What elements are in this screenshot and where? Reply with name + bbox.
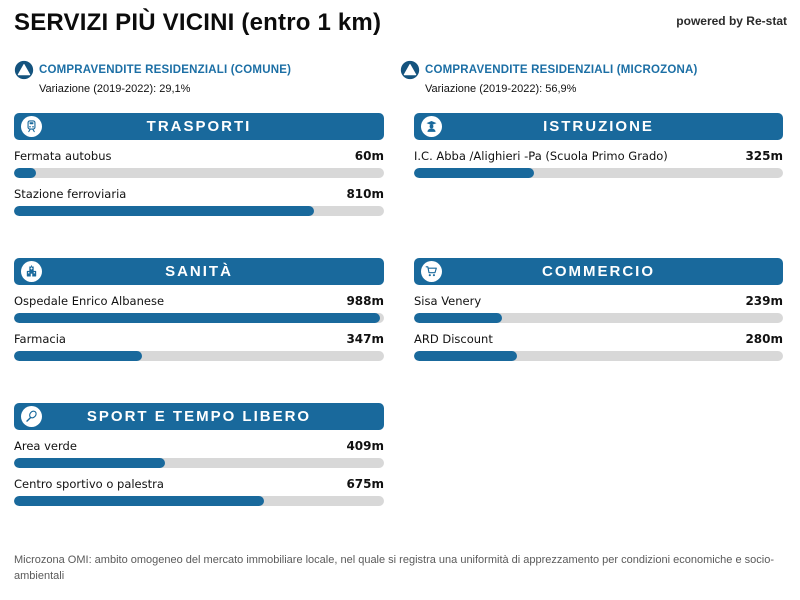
hospital-icon	[21, 261, 42, 282]
delta-icon	[400, 60, 420, 80]
distance-bar-track	[14, 313, 384, 323]
panel-sport	[14, 403, 384, 548]
right-column	[414, 113, 783, 548]
distance-bar-track	[414, 351, 783, 361]
service-label: Fermata autobus	[14, 149, 112, 163]
service-item	[14, 294, 384, 323]
distance-bar-fill	[14, 206, 314, 216]
panel-title: COMMERCIO	[542, 263, 655, 280]
callout-microzona	[400, 60, 786, 95]
panel-title: TRASPORTI	[146, 118, 252, 135]
service-panels	[14, 113, 783, 548]
service-label: Sisa Venery	[414, 294, 482, 308]
distance-bar-track	[14, 168, 384, 178]
service-item	[414, 294, 783, 323]
callout-title: COMPRAVENDITE RESIDENZIALI (MICROZONA)	[425, 64, 698, 76]
distance-bar-track	[414, 313, 783, 323]
service-label: Stazione ferroviaria	[14, 187, 127, 201]
distance-bar-fill	[14, 168, 36, 178]
panel-sanita	[14, 258, 384, 403]
service-label: Area verde	[14, 439, 77, 453]
panel-istruzione-header	[414, 113, 783, 140]
service-distance: 810m	[346, 187, 384, 201]
student-icon	[421, 116, 442, 137]
distance-bar-track	[14, 496, 384, 506]
panel-sport-header	[14, 403, 384, 430]
panel-trasporti-header	[14, 113, 384, 140]
shopping-cart-icon	[421, 261, 442, 282]
callout-title: COMPRAVENDITE RESIDENZIALI (COMUNE)	[39, 64, 292, 76]
distance-bar-fill	[414, 313, 502, 323]
panel-title: SANITÀ	[165, 263, 233, 280]
tennis-racket-icon	[21, 406, 42, 427]
panel-title: ISTRUZIONE	[543, 118, 654, 135]
service-distance: 239m	[745, 294, 783, 308]
panel-commercio	[414, 258, 783, 403]
service-item	[414, 149, 783, 178]
service-label: Ospedale Enrico Albanese	[14, 294, 165, 308]
panel-trasporti	[14, 113, 384, 258]
distance-bar-track	[14, 458, 384, 468]
service-item	[14, 187, 384, 216]
service-item	[14, 149, 384, 178]
service-label: I.C. Abba /Alighieri -Pa (Scuola Primo Grado)	[414, 149, 668, 163]
panel-sanita-header	[14, 258, 384, 285]
train-icon	[21, 116, 42, 137]
distance-bar-track	[414, 168, 783, 178]
panel-istruzione	[414, 113, 783, 258]
panel-title: SPORT E TEMPO LIBERO	[86, 408, 312, 425]
service-label: Centro sportivo o palestra	[14, 477, 164, 491]
service-distance: 675m	[346, 477, 384, 491]
market-callouts	[14, 60, 786, 95]
service-item	[414, 332, 783, 361]
service-distance: 60m	[354, 149, 384, 163]
service-label: ARD Discount	[414, 332, 493, 346]
service-item	[14, 477, 384, 506]
distance-bar-fill	[14, 351, 142, 361]
delta-icon	[14, 60, 34, 80]
distance-bar-fill	[414, 168, 534, 178]
microzona-note: Microzona OMI: ambito omogeneo del mercato immobiliare locale, nel quale si registra una uniformità di apprezzamento per condizioni economiche e socio-ambientali	[14, 554, 774, 582]
service-distance: 280m	[745, 332, 783, 346]
panel-commercio-header	[414, 258, 783, 285]
service-distance: 409m	[346, 439, 384, 453]
distance-bar-fill	[14, 496, 264, 506]
distance-bar-fill	[414, 351, 517, 361]
page-title: SERVIZI PIÙ VICINI (entro 1 km)	[14, 9, 382, 36]
distance-bar-track	[14, 351, 384, 361]
service-distance: 347m	[346, 332, 384, 346]
powered-by-label: powered by Re-stat	[676, 14, 787, 28]
service-label: Farmacia	[14, 332, 66, 346]
distance-bar-track	[14, 206, 384, 216]
service-distance: 988m	[346, 294, 384, 308]
callout-variation: Variazione (2019-2022): 29,1%	[39, 83, 191, 95]
callout-variation: Variazione (2019-2022): 56,9%	[425, 83, 577, 95]
distance-bar-fill	[14, 458, 165, 468]
service-distance: 325m	[745, 149, 783, 163]
distance-bar-fill	[14, 313, 380, 323]
left-column	[14, 113, 384, 548]
service-item	[14, 332, 384, 361]
callout-comune	[14, 60, 400, 95]
service-item	[14, 439, 384, 468]
